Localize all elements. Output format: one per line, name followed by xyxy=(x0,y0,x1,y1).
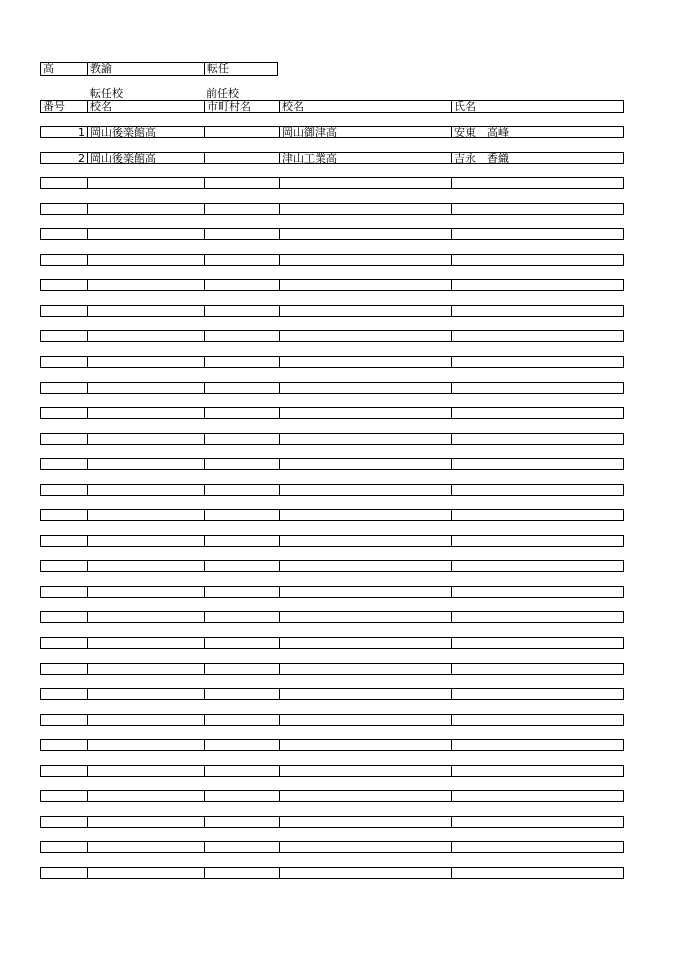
row-school-name xyxy=(88,842,205,852)
row-number xyxy=(41,791,88,801)
table-row xyxy=(40,279,624,291)
row-school-name xyxy=(88,229,205,239)
row-number xyxy=(41,255,88,265)
row-city xyxy=(205,255,280,265)
row-school-name xyxy=(88,204,205,214)
row-person-name xyxy=(452,612,623,622)
table-row xyxy=(40,663,624,675)
row-city xyxy=(205,715,280,725)
row-city xyxy=(205,766,280,776)
row-school-name xyxy=(88,178,205,188)
row-person-name xyxy=(452,255,623,265)
row-city xyxy=(205,178,280,188)
table-row xyxy=(40,816,624,828)
row-person-name: 吉永 香織 xyxy=(454,153,509,163)
row-number xyxy=(41,715,88,725)
summary-type: 高 xyxy=(41,63,88,75)
row-number xyxy=(41,485,88,495)
row-prev-school-name xyxy=(280,229,452,239)
row-city xyxy=(205,459,280,469)
table-row xyxy=(40,407,624,419)
row-school-name xyxy=(88,740,205,750)
row-number xyxy=(41,229,88,239)
row-number xyxy=(41,842,88,852)
row-prev-school-name xyxy=(280,331,452,341)
row-prev-school-name xyxy=(280,485,452,495)
row-person-name xyxy=(452,689,623,699)
row-prev-school-name xyxy=(280,204,452,214)
row-city xyxy=(205,357,280,367)
row-person-name xyxy=(452,434,623,444)
row-prev-school-name xyxy=(280,664,452,674)
row-person-name xyxy=(452,791,623,801)
row-number xyxy=(41,587,88,597)
row-school-name xyxy=(88,766,205,776)
row-school-name xyxy=(88,587,205,597)
row-prev-school-name xyxy=(280,255,452,265)
row-prev-school-name: 津山工業高 xyxy=(280,153,452,163)
row-person-name xyxy=(452,357,623,367)
row-number xyxy=(41,817,88,827)
row-person-name xyxy=(452,587,623,597)
row-city xyxy=(205,689,280,699)
row-person-name xyxy=(452,383,623,393)
row-person-name xyxy=(452,817,623,827)
row-prev-school-name xyxy=(280,510,452,520)
row-school-name xyxy=(88,255,205,265)
row-number xyxy=(41,510,88,520)
row-person-name xyxy=(452,306,623,316)
row-school-name xyxy=(88,408,205,418)
row-school-name xyxy=(88,791,205,801)
row-city xyxy=(205,204,280,214)
group-label-transfer-school: 転任校 xyxy=(90,87,123,100)
table-row xyxy=(40,586,624,598)
table-row xyxy=(40,152,624,164)
row-number xyxy=(41,204,88,214)
group-label-previous-school: 前任校 xyxy=(206,87,239,100)
table-row xyxy=(40,739,624,751)
row-city xyxy=(205,510,280,520)
row-school-name xyxy=(88,868,205,878)
row-city xyxy=(205,434,280,444)
row-city xyxy=(205,587,280,597)
column-header-school-name: 校名 xyxy=(88,101,205,112)
row-city xyxy=(205,868,280,878)
row-number: 2 xyxy=(41,153,88,163)
row-person-name xyxy=(452,510,623,520)
row-school-name xyxy=(88,561,205,571)
row-school-name xyxy=(88,434,205,444)
table-row xyxy=(40,203,624,215)
row-number: 1 xyxy=(41,127,88,137)
row-prev-school-name xyxy=(280,536,452,546)
row-person-name xyxy=(452,842,623,852)
row-person-name xyxy=(452,331,623,341)
row-school-name xyxy=(88,536,205,546)
table-row xyxy=(40,177,624,189)
row-school-name xyxy=(88,357,205,367)
summary-category: 転任 xyxy=(207,63,229,75)
row-number xyxy=(41,536,88,546)
column-header-person-name: 氏名 xyxy=(454,101,476,112)
table-row xyxy=(40,867,624,879)
row-prev-school-name: 岡山御津高 xyxy=(280,127,452,137)
table-row xyxy=(40,765,624,777)
table-row xyxy=(40,535,624,547)
row-prev-school-name xyxy=(280,561,452,571)
row-person-name xyxy=(452,715,623,725)
row-city xyxy=(205,638,280,648)
row-city xyxy=(205,817,280,827)
row-school-name xyxy=(88,280,205,290)
table-row xyxy=(40,382,624,394)
row-prev-school-name xyxy=(280,766,452,776)
row-prev-school-name xyxy=(280,612,452,622)
row-number xyxy=(41,459,88,469)
row-person-name xyxy=(452,408,623,418)
summary-header xyxy=(40,62,278,76)
row-school-name xyxy=(88,306,205,316)
row-person-name xyxy=(452,178,623,188)
row-school-name xyxy=(88,331,205,341)
column-header-city: 市町村名 xyxy=(205,101,280,112)
row-prev-school-name xyxy=(280,715,452,725)
row-city xyxy=(205,561,280,571)
row-person-name xyxy=(452,664,623,674)
row-number xyxy=(41,434,88,444)
row-number xyxy=(41,868,88,878)
table-row xyxy=(40,356,624,368)
row-school-name xyxy=(88,817,205,827)
row-number xyxy=(41,408,88,418)
row-prev-school-name xyxy=(280,306,452,316)
row-person-name xyxy=(452,740,623,750)
row-number xyxy=(41,306,88,316)
table-row xyxy=(40,330,624,342)
row-number xyxy=(41,280,88,290)
table-row xyxy=(40,790,624,802)
table-row xyxy=(40,228,624,240)
row-number xyxy=(41,178,88,188)
column-header-number: 番号 xyxy=(41,101,88,112)
column-header-row xyxy=(40,100,624,113)
row-school-name: 岡山後楽館高 xyxy=(88,153,205,163)
row-person-name xyxy=(452,766,623,776)
row-city xyxy=(205,612,280,622)
row-school-name xyxy=(88,715,205,725)
row-school-name xyxy=(88,689,205,699)
table-row xyxy=(40,433,624,445)
table-row xyxy=(40,714,624,726)
row-number xyxy=(41,740,88,750)
row-city xyxy=(205,664,280,674)
row-number xyxy=(41,357,88,367)
row-person-name xyxy=(452,868,623,878)
row-prev-school-name xyxy=(280,740,452,750)
table-row xyxy=(40,611,624,623)
row-prev-school-name xyxy=(280,842,452,852)
row-number xyxy=(41,638,88,648)
row-person-name xyxy=(452,280,623,290)
row-city xyxy=(205,229,280,239)
row-number xyxy=(41,689,88,699)
row-prev-school-name xyxy=(280,178,452,188)
row-prev-school-name xyxy=(280,791,452,801)
row-prev-school-name xyxy=(280,383,452,393)
row-number xyxy=(41,664,88,674)
row-number xyxy=(41,383,88,393)
row-prev-school-name xyxy=(280,689,452,699)
row-school-name xyxy=(88,383,205,393)
row-number xyxy=(41,766,88,776)
table-row xyxy=(40,254,624,266)
row-city xyxy=(205,306,280,316)
row-number xyxy=(41,612,88,622)
row-city xyxy=(205,740,280,750)
row-number xyxy=(41,331,88,341)
row-city xyxy=(205,791,280,801)
column-header-prev-school-name: 校名 xyxy=(280,101,452,112)
row-person-name xyxy=(452,485,623,495)
row-prev-school-name xyxy=(280,357,452,367)
row-city xyxy=(205,536,280,546)
row-city xyxy=(205,153,280,163)
row-prev-school-name xyxy=(280,587,452,597)
row-prev-school-name xyxy=(280,638,452,648)
table-row xyxy=(40,688,624,700)
row-prev-school-name xyxy=(280,817,452,827)
row-person-name xyxy=(452,536,623,546)
row-school-name xyxy=(88,510,205,520)
row-prev-school-name xyxy=(280,280,452,290)
table-row xyxy=(40,509,624,521)
row-person-name xyxy=(452,229,623,239)
summary-job: 教諭 xyxy=(88,63,205,75)
row-person-name xyxy=(452,204,623,214)
row-city xyxy=(205,331,280,341)
row-prev-school-name xyxy=(280,408,452,418)
row-person-name xyxy=(452,459,623,469)
table-row xyxy=(40,841,624,853)
row-prev-school-name xyxy=(280,459,452,469)
row-city xyxy=(205,408,280,418)
row-person-name: 安東 高峰 xyxy=(454,127,509,137)
table-row xyxy=(40,126,624,138)
row-school-name: 岡山後楽館高 xyxy=(88,127,205,137)
row-school-name xyxy=(88,638,205,648)
row-city xyxy=(205,280,280,290)
row-school-name xyxy=(88,459,205,469)
row-prev-school-name xyxy=(280,434,452,444)
row-number xyxy=(41,561,88,571)
table-row xyxy=(40,560,624,572)
row-prev-school-name xyxy=(280,868,452,878)
table-row xyxy=(40,458,624,470)
table-row xyxy=(40,637,624,649)
row-school-name xyxy=(88,664,205,674)
row-city xyxy=(205,127,280,137)
table-row xyxy=(40,305,624,317)
row-city xyxy=(205,383,280,393)
row-school-name xyxy=(88,485,205,495)
row-city xyxy=(205,842,280,852)
row-person-name xyxy=(452,638,623,648)
row-person-name xyxy=(452,561,623,571)
row-school-name xyxy=(88,612,205,622)
row-city xyxy=(205,485,280,495)
table-row xyxy=(40,484,624,496)
